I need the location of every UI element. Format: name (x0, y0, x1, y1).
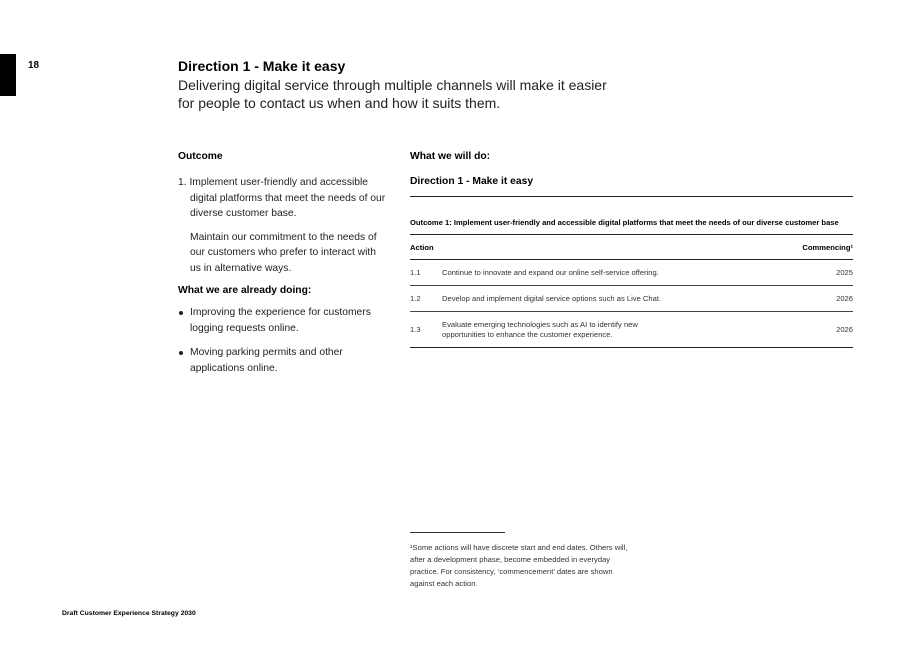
outcome-item-lead: 1. Implement user-friendly and accessible (178, 177, 369, 188)
action-year: 2026 (793, 286, 853, 312)
direction-title: Direction 1 - Make it easy (178, 58, 346, 74)
action-year: 2025 (793, 260, 853, 286)
outcome-item (178, 175, 388, 222)
action-text: Continue to innovate and expand our online self-service offering. (442, 260, 793, 286)
already-doing-heading: What we are already doing: (178, 285, 312, 296)
list-item: Moving parking permits and other applications online. (178, 345, 388, 376)
already-doing-list (178, 305, 388, 376)
what-we-will-do-heading: What we will do: (410, 151, 491, 162)
commencing-column-header: Commencing¹ (793, 235, 853, 260)
table-header-row (410, 235, 853, 260)
left-column (178, 151, 388, 385)
action-text: Develop and implement digital service options such as Live Chat. (442, 286, 793, 312)
footnote: ¹Some actions will have discrete start and end dates. Others will, after a development phase, become embedded in everyday practice. For consistency, ‘commencement’ dates are shown against each action. (410, 543, 628, 588)
page-side-tab (0, 54, 16, 96)
table-row (410, 286, 853, 312)
outcome-paragraph: Maintain our commitment to the needs of our customers who prefer to interact with us in alternative ways. (190, 231, 377, 274)
table-row (410, 312, 853, 348)
outcome-heading: Outcome (178, 151, 223, 162)
outcome-statement: Outcome 1: Implement user-friendly and accessible digital platforms that meet the needs of our diverse customer base (410, 218, 853, 235)
direction-subtitle: Delivering digital service through multiple channels will make it easier for people to contact us when and how it suits them. (178, 77, 607, 111)
actions-table (410, 235, 853, 348)
action-number: 1.3 (410, 312, 442, 348)
action-year: 2026 (793, 312, 853, 348)
list-item: Improving the experience for customers logging requests online. (178, 305, 388, 336)
outcome-item-continuation: digital platforms that meet the needs of our diverse customer base. (190, 192, 386, 219)
footnote-divider (410, 532, 505, 533)
direction-label: Direction 1 - Make it easy (410, 176, 853, 197)
action-number: 1.2 (410, 286, 442, 312)
document-footer: Draft Customer Experience Strategy 2030 (62, 610, 196, 617)
action-number: 1.1 (410, 260, 442, 286)
right-column (410, 151, 853, 348)
page-number: 18 (28, 60, 40, 71)
table-row (410, 260, 853, 286)
action-column-header: Action (410, 235, 793, 260)
action-text: Evaluate emerging technologies such as AI to identify new opportunities to enhance the customer experience. (442, 312, 793, 348)
